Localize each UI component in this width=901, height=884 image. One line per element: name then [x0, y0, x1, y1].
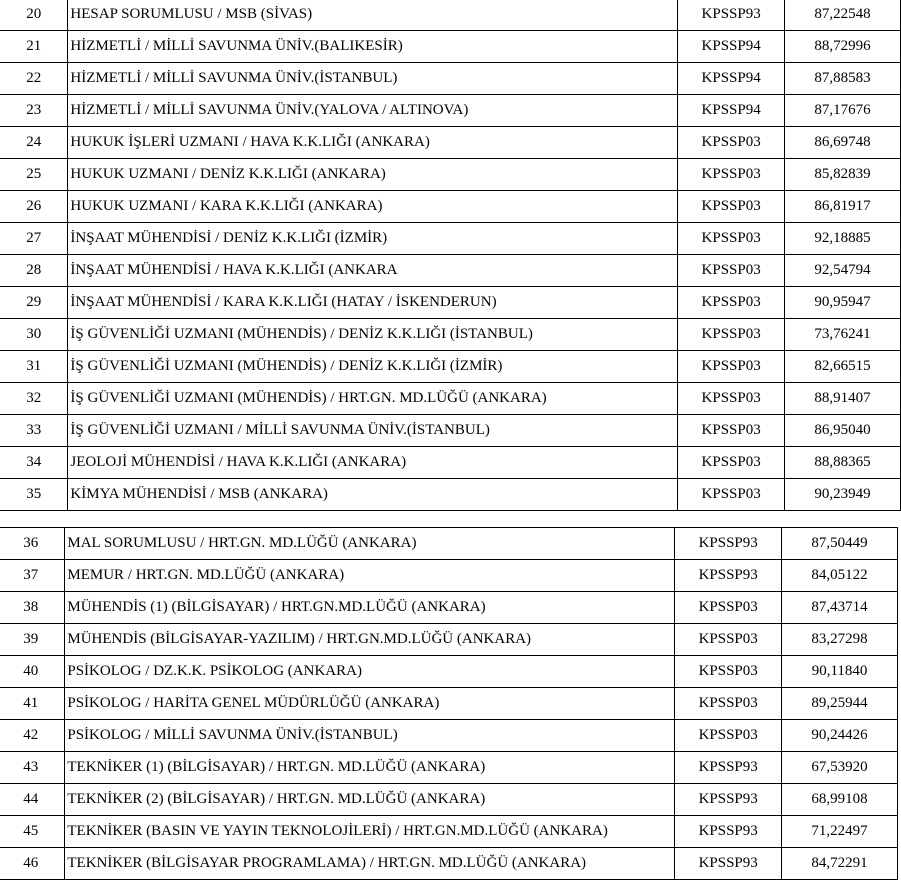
- row-number-cell: 28: [0, 255, 68, 287]
- score-cell: 88,88365: [785, 447, 901, 479]
- position-cell: İŞ GÜVENLİĞİ UZMANI (MÜHENDİS) / HRT.GN. MD.LÜĞÜ (ANKARA): [68, 383, 678, 415]
- table-row: [0, 848, 898, 880]
- score-cell: 90,95947: [785, 287, 901, 319]
- position-cell: MEMUR / HRT.GN. MD.LÜĞÜ (ANKARA): [65, 560, 675, 592]
- results-table-bottom: [0, 527, 898, 880]
- score-type-cell: KPSSP93: [675, 784, 782, 816]
- table-row: [0, 287, 901, 319]
- score-cell: 89,25944: [782, 688, 898, 720]
- score-cell: 87,50449: [782, 528, 898, 560]
- score-type-cell: KPSSP03: [675, 688, 782, 720]
- score-cell: 73,76241: [785, 319, 901, 351]
- table-row: [0, 191, 901, 223]
- position-cell: HİZMETLİ / MİLLİ SAVUNMA ÜNİV.(YALOVA / ALTINOVA): [68, 95, 678, 127]
- position-cell: PSİKOLOG / MİLLİ SAVUNMA ÜNİV.(İSTANBUL): [65, 720, 675, 752]
- position-cell: PSİKOLOG / DZ.K.K. PSİKOLOG (ANKARA): [65, 656, 675, 688]
- score-type-cell: KPSSP93: [675, 752, 782, 784]
- table-row: [0, 688, 898, 720]
- score-type-cell: KPSSP03: [678, 191, 785, 223]
- position-cell: İŞ GÜVENLİĞİ UZMANI (MÜHENDİS) / DENİZ K.K.LIĞI (İZMİR): [68, 351, 678, 383]
- position-cell: İŞ GÜVENLİĞİ UZMANI (MÜHENDİS) / DENİZ K.K.LIĞI (İSTANBUL): [68, 319, 678, 351]
- score-type-cell: KPSSP03: [678, 383, 785, 415]
- position-cell: MAL SORUMLUSU / HRT.GN. MD.LÜĞÜ (ANKARA): [65, 528, 675, 560]
- position-cell: TEKNİKER (1) (BİLGİSAYAR) / HRT.GN. MD.LÜĞÜ (ANKARA): [65, 752, 675, 784]
- score-cell: 86,81917: [785, 191, 901, 223]
- position-cell: TEKNİKER (BİLGİSAYAR PROGRAMLAMA) / HRT.GN. MD.LÜĞÜ (ANKARA): [65, 848, 675, 880]
- score-cell: 87,88583: [785, 63, 901, 95]
- score-type-cell: KPSSP03: [678, 351, 785, 383]
- table-row: [0, 223, 901, 255]
- row-number-cell: 30: [0, 319, 68, 351]
- score-cell: 85,82839: [785, 159, 901, 191]
- score-cell: 84,72291: [782, 848, 898, 880]
- row-number-cell: 46: [0, 848, 65, 880]
- row-number-cell: 26: [0, 191, 68, 223]
- table-row: [0, 351, 901, 383]
- table-row: [0, 159, 901, 191]
- score-type-cell: KPSSP93: [675, 848, 782, 880]
- row-number-cell: 38: [0, 592, 65, 624]
- row-number-cell: 31: [0, 351, 68, 383]
- row-number-cell: 45: [0, 816, 65, 848]
- score-type-cell: KPSSP93: [675, 816, 782, 848]
- table-row: [0, 127, 901, 159]
- score-type-cell: KPSSP93: [675, 560, 782, 592]
- score-type-cell: KPSSP03: [678, 127, 785, 159]
- score-cell: 86,95040: [785, 415, 901, 447]
- score-type-cell: KPSSP03: [678, 447, 785, 479]
- table-row: [0, 319, 901, 351]
- score-cell: 90,24426: [782, 720, 898, 752]
- position-cell: İŞ GÜVENLİĞİ UZMANI / MİLLİ SAVUNMA ÜNİV.(İSTANBUL): [68, 415, 678, 447]
- row-number-cell: 33: [0, 415, 68, 447]
- table-row: [0, 0, 901, 31]
- score-cell: 84,05122: [782, 560, 898, 592]
- score-cell: 71,22497: [782, 816, 898, 848]
- row-number-cell: 35: [0, 479, 68, 511]
- row-number-cell: 42: [0, 720, 65, 752]
- position-cell: İNŞAAT MÜHENDİSİ / HAVA K.K.LIĞI (ANKARA: [68, 255, 678, 287]
- score-type-cell: KPSSP94: [678, 31, 785, 63]
- table-row: [0, 560, 898, 592]
- table-row: [0, 31, 901, 63]
- row-number-cell: 36: [0, 528, 65, 560]
- table-row: [0, 816, 898, 848]
- position-cell: İNŞAAT MÜHENDİSİ / DENİZ K.K.LIĞI (İZMİR): [68, 223, 678, 255]
- table-row: [0, 624, 898, 656]
- score-type-cell: KPSSP94: [678, 63, 785, 95]
- score-type-cell: KPSSP03: [678, 415, 785, 447]
- row-number-cell: 37: [0, 560, 65, 592]
- table-row: [0, 447, 901, 479]
- table-row: [0, 784, 898, 816]
- row-number-cell: 34: [0, 447, 68, 479]
- score-cell: 67,53920: [782, 752, 898, 784]
- position-cell: HUKUK UZMANI / DENİZ K.K.LIĞI (ANKARA): [68, 159, 678, 191]
- score-cell: 90,11840: [782, 656, 898, 688]
- score-type-cell: KPSSP03: [675, 592, 782, 624]
- position-cell: HİZMETLİ / MİLLİ SAVUNMA ÜNİV.(BALIKESİR): [68, 31, 678, 63]
- score-type-cell: KPSSP03: [675, 656, 782, 688]
- position-cell: MÜHENDİS (BİLGİSAYAR-YAZILIM) / HRT.GN.MD.LÜĞÜ (ANKARA): [65, 624, 675, 656]
- position-cell: KİMYA MÜHENDİSİ / MSB (ANKARA): [68, 479, 678, 511]
- score-cell: 87,22548: [785, 0, 901, 31]
- score-cell: 88,72996: [785, 31, 901, 63]
- score-type-cell: KPSSP93: [675, 528, 782, 560]
- score-type-cell: KPSSP03: [675, 624, 782, 656]
- score-type-cell: KPSSP03: [675, 720, 782, 752]
- position-cell: MÜHENDİS (1) (BİLGİSAYAR) / HRT.GN.MD.LÜĞÜ (ANKARA): [65, 592, 675, 624]
- score-cell: 92,54794: [785, 255, 901, 287]
- position-cell: TEKNİKER (2) (BİLGİSAYAR) / HRT.GN. MD.LÜĞÜ (ANKARA): [65, 784, 675, 816]
- row-number-cell: 40: [0, 656, 65, 688]
- score-cell: 92,18885: [785, 223, 901, 255]
- score-type-cell: KPSSP93: [678, 0, 785, 31]
- table-row: [0, 63, 901, 95]
- score-cell: 82,66515: [785, 351, 901, 383]
- score-cell: 87,43714: [782, 592, 898, 624]
- position-cell: HUKUK İŞLERİ UZMANI / HAVA K.K.LIĞI (ANKARA): [68, 127, 678, 159]
- row-number-cell: 32: [0, 383, 68, 415]
- row-number-cell: 43: [0, 752, 65, 784]
- position-cell: HESAP SORUMLUSU / MSB (SİVAS): [68, 0, 678, 31]
- position-cell: JEOLOJİ MÜHENDİSİ / HAVA K.K.LIĞI (ANKARA): [68, 447, 678, 479]
- row-number-cell: 39: [0, 624, 65, 656]
- table-row: [0, 95, 901, 127]
- row-number-cell: 29: [0, 287, 68, 319]
- score-type-cell: KPSSP94: [678, 95, 785, 127]
- score-type-cell: KPSSP03: [678, 223, 785, 255]
- position-cell: HİZMETLİ / MİLLİ SAVUNMA ÜNİV.(İSTANBUL): [68, 63, 678, 95]
- table-row: [0, 656, 898, 688]
- position-cell: TEKNİKER (BASIN VE YAYIN TEKNOLOJİLERİ) / HRT.GN.MD.LÜĞÜ (ANKARA): [65, 816, 675, 848]
- position-cell: HUKUK UZMANI / KARA K.K.LIĞI (ANKARA): [68, 191, 678, 223]
- score-cell: 68,99108: [782, 784, 898, 816]
- row-number-cell: 27: [0, 223, 68, 255]
- row-number-cell: 20: [0, 0, 68, 31]
- row-number-cell: 22: [0, 63, 68, 95]
- row-number-cell: 41: [0, 688, 65, 720]
- position-cell: İNŞAAT MÜHENDİSİ / KARA K.K.LIĞI (HATAY / İSKENDERUN): [68, 287, 678, 319]
- score-type-cell: KPSSP03: [678, 479, 785, 511]
- table-row: [0, 383, 901, 415]
- score-type-cell: KPSSP03: [678, 319, 785, 351]
- row-number-cell: 23: [0, 95, 68, 127]
- table-row: [0, 720, 898, 752]
- table-row: [0, 528, 898, 560]
- table-row: [0, 415, 901, 447]
- table-row: [0, 752, 898, 784]
- row-number-cell: 24: [0, 127, 68, 159]
- position-cell: PSİKOLOG / HARİTA GENEL MÜDÜRLÜĞÜ (ANKARA): [65, 688, 675, 720]
- row-number-cell: 25: [0, 159, 68, 191]
- table-row: [0, 255, 901, 287]
- score-type-cell: KPSSP03: [678, 159, 785, 191]
- score-cell: 88,91407: [785, 383, 901, 415]
- table-row: [0, 479, 901, 511]
- score-type-cell: KPSSP03: [678, 255, 785, 287]
- score-cell: 90,23949: [785, 479, 901, 511]
- row-number-cell: 21: [0, 31, 68, 63]
- score-cell: 83,27298: [782, 624, 898, 656]
- table-row: [0, 592, 898, 624]
- score-cell: 86,69748: [785, 127, 901, 159]
- score-cell: 87,17676: [785, 95, 901, 127]
- score-type-cell: KPSSP03: [678, 287, 785, 319]
- row-number-cell: 44: [0, 784, 65, 816]
